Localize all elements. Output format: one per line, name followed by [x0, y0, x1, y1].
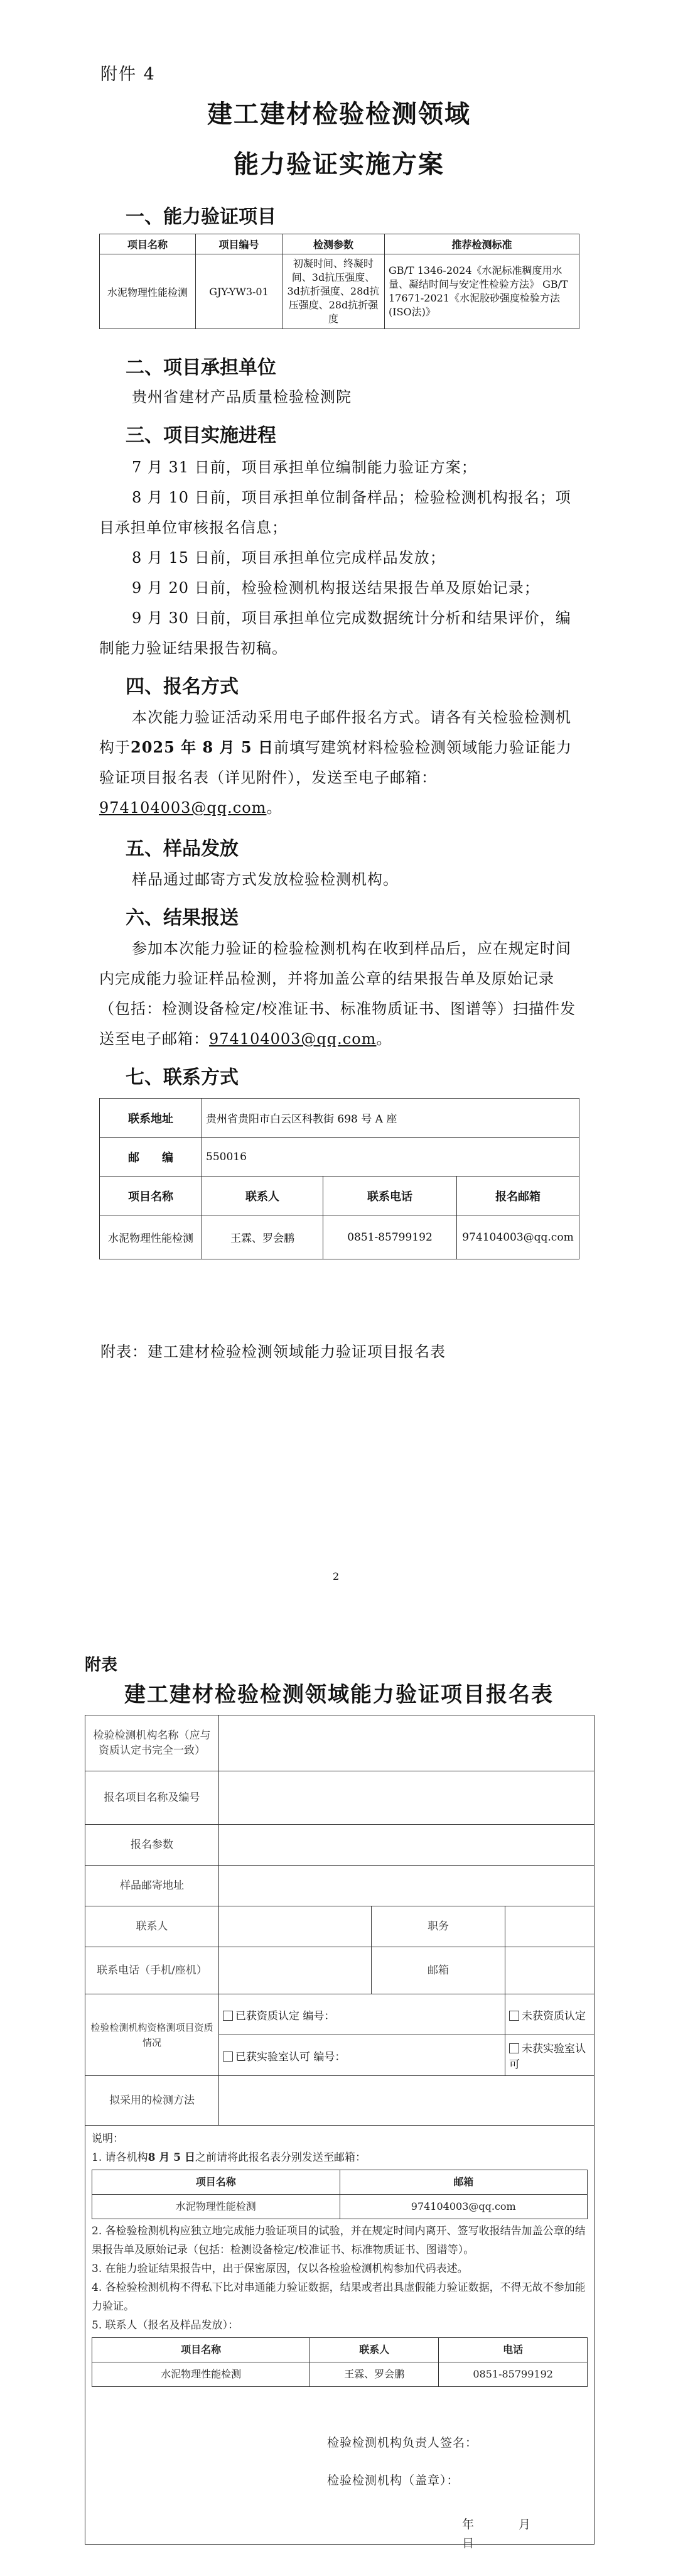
checkbox[interactable]: [223, 2011, 233, 2021]
address-field[interactable]: [219, 1866, 595, 1906]
registration-form: [85, 1715, 595, 2550]
method-field[interactable]: [219, 2076, 595, 2126]
zip-value: 550016: [202, 1138, 579, 1177]
project-field[interactable]: [219, 1771, 595, 1825]
table-header: 联系电话: [323, 1177, 457, 1215]
signature-area: [92, 2389, 588, 2550]
contact-person-cell: 王霖、罗会鹏: [310, 2362, 439, 2387]
schedule-item: 8 月 15 日前，项目承担单位完成样品发放；: [132, 549, 446, 567]
note-4: 4. 各检验检测机构不得私下比对串通能力验证数据，结果或者出具虚假能力验证数据，不得无故不参加能力验证。: [92, 2281, 586, 2313]
note-deadline: 8 月 5 日: [148, 2151, 196, 2164]
section-heading-4: 四、报名方式: [126, 676, 239, 698]
signup-paragraph: [99, 702, 576, 823]
signature-label: 检验检测机构负责人签名：: [327, 2436, 478, 2450]
org-name-label: 检验检测机构名称（应与资质认定书完全一致）: [85, 1715, 219, 1771]
result-text: 参加本次能力验证的检验检测机构在收到样品后，应在规定时间内完成能力验证样品检测，并将加盖公章的结果报告单及原始记录（包括：检测设备检定/校准证书、标准物质证书、图谱等）扫描件发送至电子邮箱：: [99, 940, 576, 1048]
contact-phone-cell: 0851-85799192: [323, 1215, 457, 1259]
address-label: 联系地址: [100, 1099, 202, 1138]
table-header: 推荐检测标准: [385, 234, 579, 254]
project-name-cell: 水泥物理性能检测: [100, 254, 196, 329]
table-header: 项目名称: [92, 2170, 340, 2195]
unit-name: 贵州省建材产品质量检验检测院: [132, 388, 352, 406]
note-2: 2. 各检验检测机构应独立地完成能力验证项目的试验，并在规定时间内离开、签写收报结告加盖公章的结果报告单及原始记录（包括：检测设备检定/校准证书、标准物质证书、图谱等）。: [92, 2225, 586, 2256]
contact-table: [99, 1098, 579, 1259]
contact-phone-cell: 0851-85799192: [439, 2362, 588, 2387]
position-field[interactable]: [505, 1906, 595, 1947]
project-code-cell: GJY-YW3-01: [196, 254, 282, 329]
year-label: 年: [462, 2518, 475, 2531]
param-label: 报名参数: [85, 1825, 219, 1866]
table-header: 项目名称: [100, 1177, 202, 1215]
day-label: 日: [462, 2536, 475, 2550]
page-number: 2: [333, 1570, 340, 1582]
table-header: 报名邮箱: [457, 1177, 579, 1215]
param-field[interactable]: [219, 1825, 595, 1866]
result-paragraph: [99, 933, 576, 1054]
section-heading-2: 二、项目承担单位: [126, 357, 276, 379]
table-header: 电话: [439, 2338, 588, 2362]
signup-email-link[interactable]: 974104003@qq.com: [99, 799, 267, 817]
option-lab-not-accredited[interactable]: [505, 2035, 595, 2076]
schedule-item: 8 月 10 日前，项目承担单位制备样品；检验检测机构报名；项目承担单位审核报名信息；: [99, 489, 571, 536]
month-label: 月: [519, 2518, 532, 2531]
phone-field[interactable]: [219, 1947, 372, 1994]
section-heading-1: 一、能力验证项目: [126, 206, 276, 228]
table-header: 项目名称: [92, 2338, 310, 2362]
schedule-item: 9 月 30 日前，项目承担单位完成数据统计分析和结果评价，编制能力验证结果报告初稿。: [99, 609, 571, 657]
annex-label: 附件 4: [100, 65, 156, 84]
email-table: [92, 2170, 588, 2219]
section-heading-6: 六、结果报送: [126, 907, 239, 929]
email-field[interactable]: [505, 1947, 595, 1994]
checkbox[interactable]: [509, 2011, 519, 2021]
project-label: 报名项目名称及编号: [85, 1771, 219, 1825]
method-label: 拟采用的检测方法: [85, 2076, 219, 2126]
stamp-label: 检验检测机构（盖章）：: [327, 2474, 460, 2487]
project-table: [99, 234, 579, 329]
note-text: 1. 请各机构: [92, 2151, 148, 2164]
qualification-label: 检验检测机构资格测项目资质情况: [85, 1994, 219, 2076]
table-header: 项目名称: [100, 234, 196, 254]
contact-email-cell[interactable]: 974104003@qq.com: [457, 1215, 579, 1259]
checkbox[interactable]: [223, 2052, 233, 2062]
option-label: 已获资质认定 编号：: [235, 2009, 335, 2023]
option-label: 未获实验室认可: [509, 2043, 586, 2071]
email-label: 邮箱: [372, 1947, 505, 1994]
period: 。: [376, 1030, 392, 1048]
date-line: [462, 2515, 588, 2553]
email-table-project: 水泥物理性能检测: [92, 2195, 340, 2219]
schedule-item: 9 月 20 日前，检验检测机构报送结果报告单及原始记录；: [132, 579, 540, 597]
annex-note: 附表：建工建材检验检测领域能力验证项目报名表: [100, 1343, 446, 1361]
option-label: 未获资质认定: [522, 2009, 586, 2023]
position-label: 职务: [372, 1906, 505, 1947]
note-1: [92, 2148, 588, 2167]
table-header: 检测参数: [282, 234, 385, 254]
option-not-accredited[interactable]: [505, 1994, 595, 2035]
contact-table-2: [92, 2337, 588, 2387]
note-3: 3. 在能力验证结果报告中，出于保密原因，仅以各检验检测机构参加代码表述。: [92, 2263, 468, 2275]
table-header: 联系人: [202, 1177, 323, 1215]
test-params-cell: 初凝时间、终凝时间、3d抗压强度、3d抗折强度、28d抗压强度、28d抗折强度: [282, 254, 385, 329]
section-heading-7: 七、联系方式: [126, 1067, 239, 1089]
phone-label: 联系电话（手机/座机）: [85, 1947, 219, 1994]
org-name-field[interactable]: [219, 1715, 595, 1771]
address-label: 样品邮寄地址: [85, 1866, 219, 1906]
notes-block: [85, 2126, 595, 2550]
contact-person-cell: 王霖、罗会鹏: [202, 1215, 323, 1259]
doc-title-line2: 能力验证实施方案: [234, 149, 444, 179]
notes-title: 说明：: [92, 2133, 124, 2145]
schedule-item: 7 月 31 日前，项目承担单位编制能力验证方案；: [132, 459, 477, 476]
period: 。: [266, 799, 282, 817]
section-heading-3: 三、项目实施进程: [126, 425, 276, 447]
signup-text-a: 本次能力验证活动采用电子邮件报名方式。请各有关检验检测机构于: [99, 709, 571, 756]
form-title: 建工建材检验检测领域能力验证项目报名表: [124, 1682, 554, 1707]
standards-cell: GB/T 1346-2024《水泥标准稠度用水量、凝结时间与安定性检验方法》 GB/T 17671-2021《水泥胶砂强度检验方法(ISO法)》: [385, 254, 579, 329]
contact-label: 联系人: [85, 1906, 219, 1947]
contact-project-cell: 水泥物理性能检测: [100, 1215, 202, 1259]
form-label: 附表: [85, 1656, 118, 1675]
zip-label: 邮 编: [100, 1138, 202, 1177]
table-header: 联系人: [310, 2338, 439, 2362]
signup-text-b: 前填写建筑材料检验检测领域能力验证能力验证项目报名表（详见附件），发送至电子邮箱：: [99, 739, 572, 786]
doc-title-line1: 建工建材检验检测领域: [207, 99, 471, 129]
table-header: 项目编号: [196, 234, 282, 254]
sample-text: 样品通过邮寄方式发放检验检测机构。: [132, 871, 399, 888]
contact-project-cell: 水泥物理性能检测: [92, 2362, 310, 2387]
note-5: 5. 联系人（报名及样品发放）：: [92, 2319, 239, 2332]
email-table-address[interactable]: 974104003@qq.com: [340, 2195, 588, 2219]
table-header: 邮箱: [340, 2170, 588, 2195]
signup-deadline: 2025 年 8 月 5 日: [131, 738, 274, 756]
checkbox[interactable]: [509, 2043, 519, 2053]
page-two: [0, 1608, 678, 2576]
option-accredited[interactable]: [219, 1994, 505, 2035]
result-email-link[interactable]: 974104003@qq.com: [209, 1030, 377, 1048]
address-value: 贵州省贵阳市白云区科教街 698 号 A 座: [202, 1099, 579, 1138]
section-heading-5: 五、样品发放: [126, 838, 239, 860]
option-lab-accredited[interactable]: [219, 2035, 505, 2076]
option-label: 已获实验室认可 编号：: [235, 2050, 346, 2063]
note-text: 之前请将此报名表分别发送至邮箱：: [195, 2151, 367, 2164]
contact-field[interactable]: [219, 1906, 372, 1947]
